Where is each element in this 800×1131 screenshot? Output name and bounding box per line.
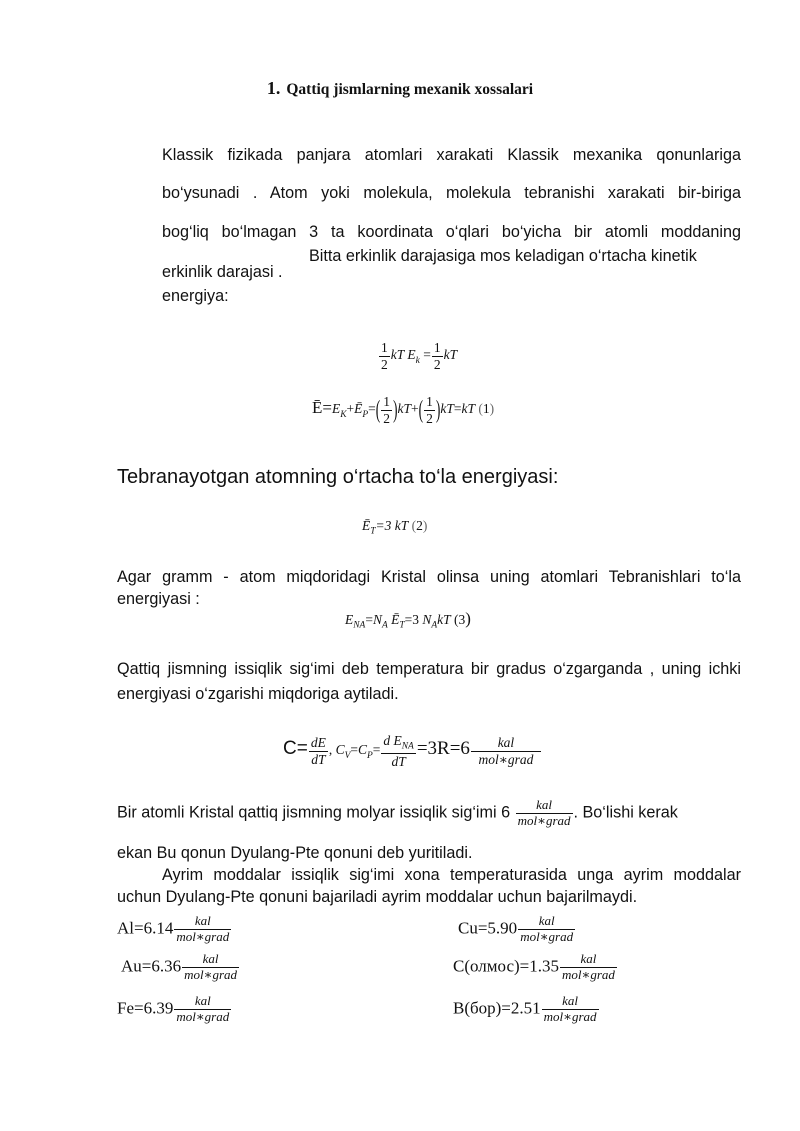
section-title: Qattiq jismlarning mexanik xossalari [286, 81, 534, 98]
paragraph-line: bog‘liq bo‘lmagan 3 ta koordinata o‘qlari bo‘yicha bir atomli moddaning [162, 223, 741, 241]
equation-3: $Ē_T=3$ kT (2) [362, 518, 428, 537]
paragraph-line: energiyasi : [117, 590, 200, 608]
paragraph-line: Agar gramm - atom miqdoridagi Kristal olinsa uning atomlari Tebranishlari to‘la [117, 568, 741, 586]
section-number: 1. [266, 78, 281, 98]
paragraph-line: bo‘ysunadi . Atom yoki molekula, molekula tebranishi xarakati bir-biriga [162, 184, 741, 202]
equation-5: C= $\frac{dE}{dT}$ , $C_V=C_P=$ $\frac{d E_{NA}}{dT}$ =3R=6 $\frac{\text{kal}}{\text{mol∗grad}}$ [283, 733, 542, 769]
element-value: Cu=5.90 $\frac{\text{kal}}{\text{mol∗grad}}$ [458, 913, 574, 944]
paragraph-line: erkinlik darajasi . [162, 263, 283, 281]
paragraph-line: Klassik fizikada panjara atomlari xarakati Klassik mexanika qonunlariga [162, 146, 741, 164]
paragraph-line: Bitta erkinlik darajasiga mos keladigan o‘rtacha kinetik [309, 247, 697, 265]
page-title [0, 78, 800, 99]
paragraph-line: uchun Dyulang-Pte qonuni bajariladi ayrim moddalar uchun bajarilmaydi. [117, 888, 638, 906]
paragraph-line: energiya: [162, 287, 229, 305]
element-value: Fe=6.39 $\frac{\text{kal}}{\text{mol∗grad}}$ [117, 993, 230, 1024]
paragraph-line: energiyasi o‘zgarishi miqdoriga aytiladi. [117, 685, 399, 703]
element-value: Au=6.36 $\frac{\text{kal}}{\text{mol∗grad}}$ [121, 951, 238, 982]
element-value: C(олмос)=1.35 $\frac{\text{kal}}{\text{mol∗grad}}$ [453, 951, 615, 982]
element-value: Al=6.14 $\frac{\text{kal}}{\text{mol∗grad}}$ [117, 913, 230, 944]
equation-4: $E_{NA}=N_A$ $Ē_T=3$ $N_AkT$ (3) [345, 609, 471, 631]
element-value: B(бор)=2.51 $\frac{\text{kal}}{\text{mol∗grad}}$ [453, 993, 597, 1024]
paragraph-line: Ayrim moddalar issiqlik sig‘imi xona temperaturasida unga ayrim moddalar [162, 866, 741, 884]
paragraph-line: Qattiq jismning issiqlik sig‘imi deb temperatura bir gradus o‘zgarganda , uning ichki [117, 660, 741, 678]
paragraph-line: Bir atomli Kristal qattiq jismning molyar issiqlik sig‘imi 6 $\frac{\text{kal}}{\text{mol∗grad}}$ . Bo‘lishi kerak [117, 797, 678, 828]
equation-2: $Ē=E_K+Ē_P=$( $\frac{1}{2}$ )kT+( $\frac{1}{2}$ )kT=kT (1) [312, 394, 495, 426]
paragraph-line: ekan Bu qonun Dyulang-Pte qonuni deb yuritiladi. [117, 844, 473, 862]
section-heading: Tebranayotgan atomning o‘rtacha to‘la energiyasi: [117, 466, 559, 488]
equation-1: $\frac{1}{2}$ kT $E_k$ = $\frac{1}{2}$ kT [381, 340, 458, 372]
